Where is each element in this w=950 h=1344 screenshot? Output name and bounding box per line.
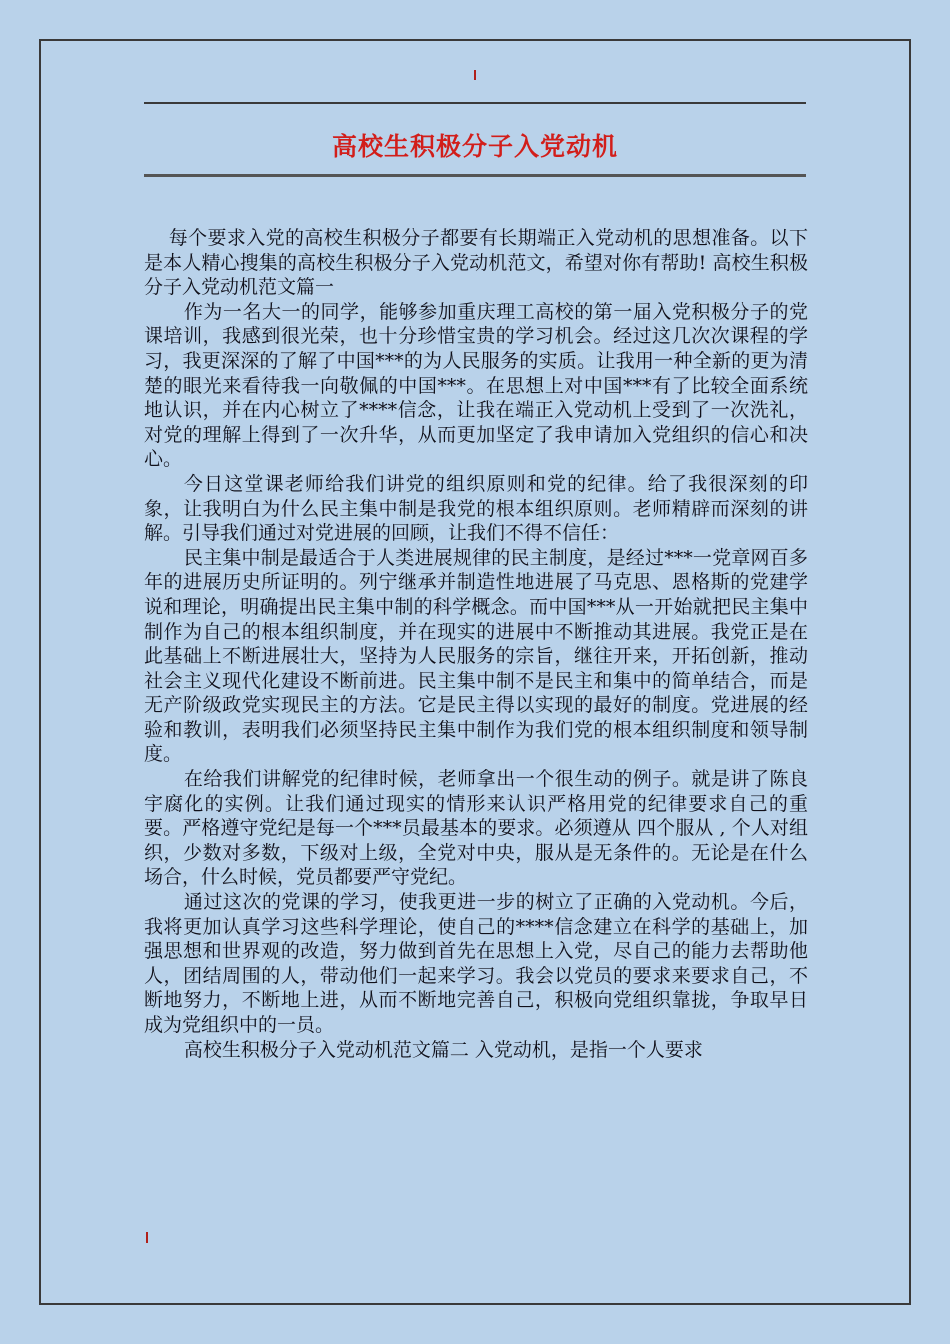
paragraph: 高校生积极分子入党动机范文篇二 入党动机，是指一个人要求: [183, 1038, 703, 1061]
header-rule: [144, 102, 806, 104]
paragraph-intro: 每个要求入党的高校生积极分子都要有长期端正入党动机的思想准备。以下是本人精心搜集的高校生积极分子入党动机范文，希望对你有帮助! 高校生积极分子入党动机范文篇一: [144, 227, 808, 299]
title-underline: [144, 174, 806, 177]
document-body: [144, 226, 808, 1062]
paragraph: 作为一名大一的同学，能够参加重庆理工高校的第一届入党积极分子的党课培训，我感到很光荣，也十分珍惜宝贵的学习机会。经过这几次次课程的学习，我更深深的了解了中国***的为人民服务的实质。让我用一种全新的更为清楚的眼光来看待我一向敬佩的中国***。在思想上对中国***有了比较全面系统地认识，并在内心树立了****信念，让我在端正入党动机上受到了一次洗礼，对党的理解上得到了一次升华，从而更加坚定了我申请加入党组织的信心和决心。: [144, 300, 808, 471]
document-title: 高校生积极分子入党动机: [331, 132, 618, 161]
paragraph: 今日这堂课老师给我们讲党的组织原则和党的纪律。给了我很深刻的印象，让我明白为什么民主集中制是我党的根本组织原则。老师精辟而深刻的讲解。引导我们通过对党进展的回顾，让我们不得不信任：: [144, 472, 808, 545]
paragraph: 民主集中制是最适合于人类进展规律的民主制度，是经过***一党章网百多年的进展历史所证明的。列宁继承并制造性地进展了马克思、恩格斯的党建学说和理论，明确提出民主集中制的科学概念。而中国***从一开始就把民主集中制作为自己的根本组织制度，并在现实的进展中不断推动其进展。我党正是在此基础上不断进展壮大，坚持为人民服务的宗旨，继往开来，开拓创新，推动社会主义现代化建设不断前进。民主集中制不是民主和集中的简单结合，而是无产阶级政党实现民主的方法。它是民主得以实现的最好的制度。党进展的经验和教训，表明我们必须坚持民主集中制作为我们党的根本组织制度和领导制度。: [144, 546, 808, 766]
footer-marker: [146, 1232, 148, 1243]
header-marker: [474, 70, 476, 80]
paragraph: 在给我们讲解党的纪律时候，老师拿出一个很生动的例子。就是讲了陈良宇腐化的实例。让我们通过现实的情形来认识严格用党的纪律要求自己的重要。严格遵守党纪是每一个***员最基本的要求。必须遵从 四个服从 , 个人对组织，少数对多数，下级对上级，全党对中央，服从是无条件的。无论是在什么场合，什么时候，党员都要严守党纪。: [144, 768, 808, 889]
paragraph: 通过这次的党课的学习，使我更进一步的树立了正确的入党动机。今后，我将更加认真学习这些科学理论，使自己的****信念建立在科学的基础上，加强思想和世界观的改造，努力做到首先在思想上入党，尽自己的能力去帮助他人，团结周围的人，带动他们一起来学习。我会以党员的要求来要求自己，不断地努力，不断地上进，从而不断地完善自己，积极向党组织靠拢，争取早日成为党组织中的一员。: [144, 891, 808, 1036]
